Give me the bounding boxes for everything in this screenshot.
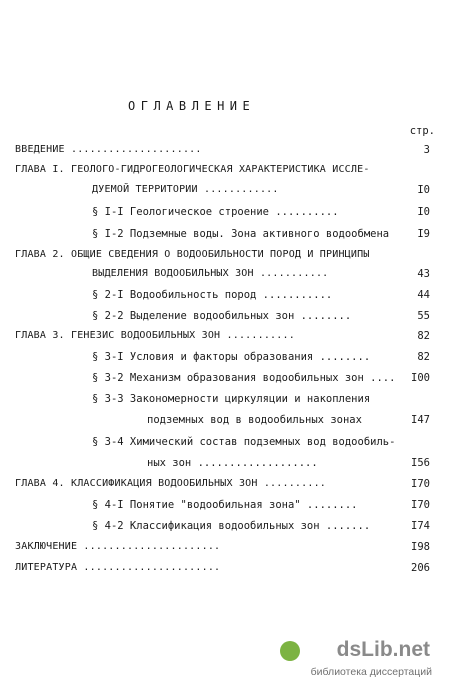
toc-entry-label: подземных вод в водообильных зонах — [147, 414, 362, 426]
site-watermark[interactable] — [278, 638, 438, 686]
toc-entry — [0, 370, 450, 386]
toc-entry — [0, 434, 450, 450]
toc-entry-label: § 3-3 Закономерности циркуляции и накопления — [92, 393, 371, 405]
toc-entry — [0, 518, 450, 534]
toc-entry — [0, 497, 450, 513]
toc-entry-label: ЛИТЕРАТУРА ...................... — [15, 562, 221, 573]
toc-entry — [0, 162, 450, 178]
toc-entry — [0, 412, 450, 428]
toc-entry-label: § 2-2 Выделение водообильных зон ........ — [92, 310, 352, 322]
toc-entry-page: 43 — [417, 268, 430, 280]
toc-entry — [0, 391, 450, 407]
toc-entry — [0, 539, 450, 555]
toc-entry — [0, 142, 450, 158]
toc-entry-page: I0 — [417, 184, 430, 196]
toc-entry — [0, 560, 450, 576]
toc-entry-label: § 3-I Условия и факторы образования ........ — [92, 351, 371, 363]
toc-entry-label: ВВЕДЕНИЕ ..................... — [15, 144, 202, 155]
watermark-tagline: библиотека диссертаций — [310, 666, 432, 678]
toc-entry-label: ГЛАВА I. ГЕОЛОГО-ГИДРОГЕОЛОГИЧЕСКАЯ ХАРАКТЕРИСТИКА ИССЛЕ- — [15, 164, 370, 175]
toc-entry-page: 206 — [411, 562, 430, 574]
toc-entry-label: § I-I Геологическое строение .......... — [92, 206, 339, 218]
page-title: ОГЛАВЛЕНИЕ — [128, 99, 256, 113]
toc-entry-page: 3 — [423, 144, 430, 156]
toc-entry-label: § 2-I Водообильность пород ........... — [92, 289, 333, 301]
toc-entry-page: I0 — [417, 206, 430, 218]
toc-entry-page: I56 — [411, 457, 430, 469]
toc-entry-label: ДУЕМОЙ ТЕРРИТОРИИ ............ — [92, 184, 279, 195]
toc-entry — [0, 476, 450, 492]
toc-entry — [0, 349, 450, 365]
toc-entry-page: 82 — [417, 330, 430, 342]
toc-entry — [0, 328, 450, 344]
toc-entry-label: ЗАКЛЮЧЕНИЕ ...................... — [15, 541, 221, 552]
toc-entry-label: § 4-2 Классификация водообильных зон ....... — [92, 520, 371, 532]
toc-entry-label: § I-2 Подземные воды. Зона активного водообмена — [92, 228, 390, 240]
toc-entry — [0, 455, 450, 471]
page-column-header: стр. — [409, 125, 435, 137]
toc-entry-label: ГЛАВА 2. ОБЩИЕ СВЕДЕНИЯ О ВОДООБИЛЬНОСТИ ПОРОД И ПРИНЦИПЫ — [15, 249, 370, 260]
toc-entry-label: § 3-2 Механизм образования водообильных зон .... — [92, 372, 396, 384]
watermark-logo: dsLib.net — [336, 638, 430, 661]
toc-entry-page: I70 — [411, 499, 430, 511]
toc-entry-page: I98 — [411, 541, 430, 553]
toc-entry-page: 55 — [417, 310, 430, 322]
toc-entry-page: I70 — [411, 478, 430, 490]
toc-entry-label: ВЫДЕЛЕНИЯ ВОДООБИЛЬНЫХ ЗОН ........... — [92, 268, 329, 279]
toc-entry-label: § 4-I Понятие "водообильная зона" ........ — [92, 499, 358, 511]
toc-entry-page: I47 — [411, 414, 430, 426]
toc-entry-label: ГЛАВА 4. КЛАССИФИКАЦИЯ ВОДООБИЛЬНЫХ ЗОН .......... — [15, 478, 327, 489]
toc-entry-label: § 3-4 Химический состав подземных вод водообиль- — [92, 436, 396, 448]
toc-entry-label: ных зон ................... — [147, 457, 318, 469]
toc-entry-label: ГЛАВА 3. ГЕНЕЗИС ВОДООБИЛЬНЫХ ЗОН ........... — [15, 330, 295, 341]
toc-entry-page: I9 — [417, 228, 430, 240]
toc-entry-page: I74 — [411, 520, 430, 532]
toc-entry — [0, 226, 450, 242]
toc-entry — [0, 204, 450, 220]
toc-entry-page: I00 — [411, 372, 430, 384]
dslib-logo-icon — [280, 641, 300, 661]
toc-entry — [0, 182, 450, 198]
toc-entry — [0, 287, 450, 303]
toc-entry — [0, 247, 450, 263]
toc-entry-page: 44 — [417, 289, 430, 301]
toc-entry-page: 82 — [417, 351, 430, 363]
toc-entry — [0, 266, 450, 282]
toc-entry — [0, 308, 450, 324]
